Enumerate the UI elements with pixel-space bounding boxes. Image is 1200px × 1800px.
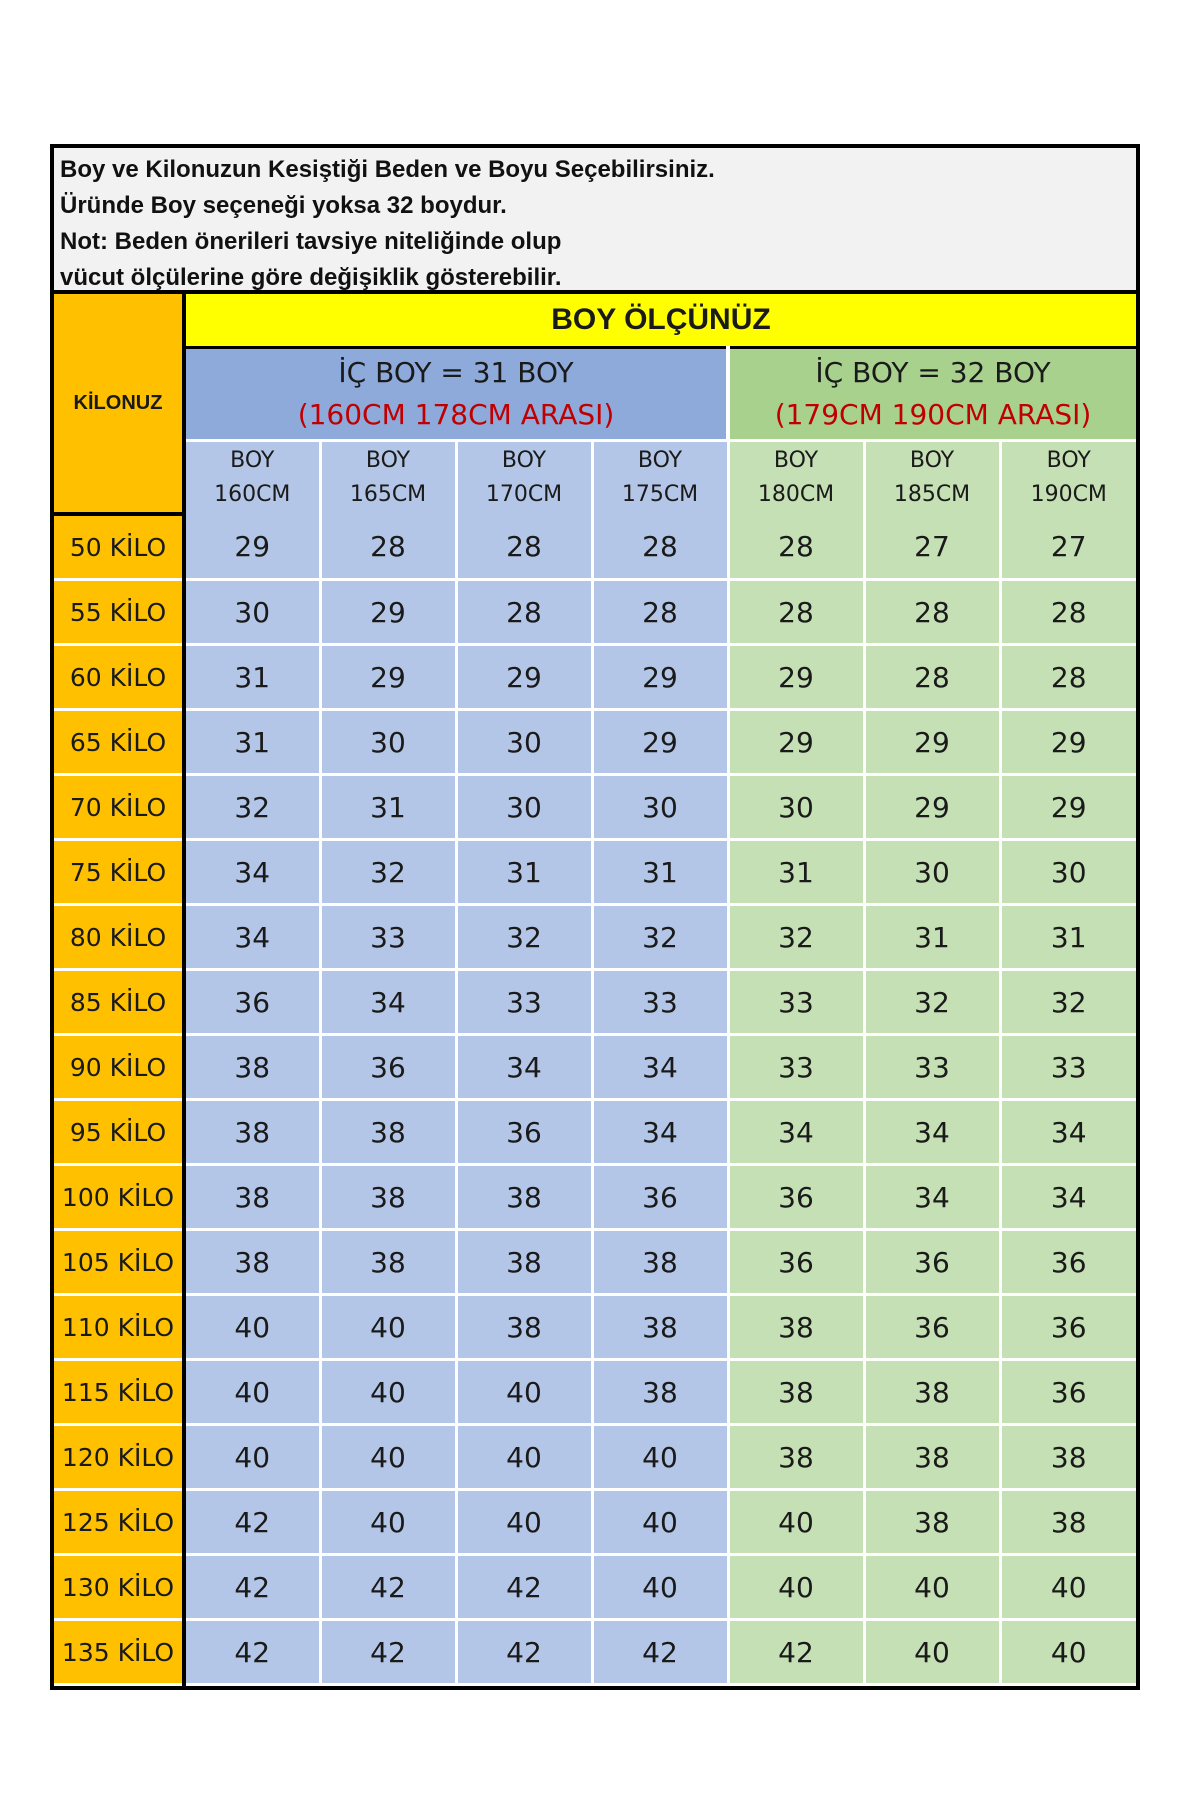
boy-header-row [54, 441, 1136, 515]
size-cell: 42 [456, 1620, 592, 1685]
group-header-31 [184, 348, 728, 441]
table-row [54, 905, 1136, 970]
size-cell: 31 [864, 905, 1000, 970]
size-cell: 30 [456, 710, 592, 775]
size-cell: 38 [320, 1100, 456, 1165]
group-header-32 [728, 348, 1136, 441]
size-cell: 36 [1000, 1295, 1136, 1360]
size-cell: 28 [864, 645, 1000, 710]
group-range: (179CM 190CM ARASI) [774, 398, 1092, 431]
size-cell: 28 [1000, 580, 1136, 645]
size-cell: 34 [592, 1035, 728, 1100]
note-line: Not: Beden önerileri tavsiye niteliğinde olup [60, 228, 562, 255]
note-line: Boy ve Kilonuzun Kesiştiği Beden ve Boyu Seçebilirsiniz. [60, 156, 715, 183]
size-cell: 32 [184, 775, 320, 840]
size-table [54, 294, 1136, 1686]
size-cell: 40 [864, 1555, 1000, 1620]
size-cell: 42 [184, 1555, 320, 1620]
group-title: İÇ BOY = 31 BOY [338, 356, 574, 389]
kilo-cell: 110 KİLO [54, 1295, 184, 1360]
size-cell: 30 [184, 580, 320, 645]
table-row [54, 1360, 1136, 1425]
table-row [54, 1035, 1136, 1100]
size-cell: 29 [592, 710, 728, 775]
size-cell: 29 [728, 710, 864, 775]
size-cell: 34 [1000, 1100, 1136, 1165]
size-cell: 29 [864, 775, 1000, 840]
size-cell: 33 [728, 970, 864, 1035]
size-cell: 38 [728, 1360, 864, 1425]
column-header [320, 441, 456, 515]
size-cell: 40 [456, 1490, 592, 1555]
size-cell: 38 [184, 1230, 320, 1295]
column-header-top: BOY [909, 448, 955, 473]
size-cell: 38 [728, 1425, 864, 1490]
column-header-top: BOY [230, 448, 275, 473]
size-cell: 29 [1000, 710, 1136, 775]
table-row [54, 1620, 1136, 1685]
size-cell: 36 [728, 1165, 864, 1230]
size-cell: 30 [1000, 840, 1136, 905]
column-header [728, 441, 864, 515]
notes-box [54, 148, 1136, 294]
size-cell: 28 [592, 514, 728, 580]
size-cell: 33 [864, 1035, 1000, 1100]
size-cell: 36 [1000, 1230, 1136, 1295]
column-header-height: 170CM [485, 482, 563, 507]
size-cell: 28 [864, 580, 1000, 645]
table-row [54, 1230, 1136, 1295]
size-cell: 38 [456, 1230, 592, 1295]
size-cell: 27 [864, 514, 1000, 580]
size-cell: 42 [184, 1620, 320, 1685]
size-cell: 40 [320, 1490, 456, 1555]
column-header [864, 441, 1000, 515]
table-row [54, 1100, 1136, 1165]
size-cell: 38 [184, 1100, 320, 1165]
size-cell: 36 [864, 1230, 1000, 1295]
size-cell: 38 [184, 1035, 320, 1100]
size-cell: 29 [456, 645, 592, 710]
kilo-cell: 60 KİLO [54, 645, 184, 710]
size-cell: 38 [864, 1425, 1000, 1490]
size-cell: 40 [320, 1295, 456, 1360]
column-header-height: 190CM [1030, 482, 1107, 507]
size-cell: 28 [592, 580, 728, 645]
size-cell: 40 [592, 1425, 728, 1490]
column-header-height: 185CM [893, 482, 971, 507]
kilo-cell: 100 KİLO [54, 1165, 184, 1230]
size-cell: 31 [184, 645, 320, 710]
size-cell: 29 [320, 580, 456, 645]
size-cell: 38 [864, 1490, 1000, 1555]
note-line: vücut ölçülerine göre değişiklik gösterebilir. [60, 264, 562, 291]
column-header [456, 441, 592, 515]
size-cell: 28 [456, 514, 592, 580]
size-cell: 34 [320, 970, 456, 1035]
size-cell: 33 [728, 1035, 864, 1100]
table-row [54, 710, 1136, 775]
size-cell: 31 [592, 840, 728, 905]
column-header-height: 165CM [349, 482, 427, 507]
size-cell: 29 [728, 645, 864, 710]
size-chart [50, 144, 1140, 1690]
column-header-top: BOY [365, 448, 411, 473]
size-cell: 29 [1000, 775, 1136, 840]
size-cell: 29 [320, 645, 456, 710]
size-cell: 40 [1000, 1555, 1136, 1620]
size-cell: 40 [320, 1425, 456, 1490]
size-cell: 40 [592, 1490, 728, 1555]
size-cell: 40 [184, 1360, 320, 1425]
size-cell: 40 [728, 1490, 864, 1555]
kilo-cell: 70 KİLO [54, 775, 184, 840]
kilo-cell: 50 KİLO [54, 514, 184, 580]
size-cell: 33 [592, 970, 728, 1035]
size-cell: 40 [456, 1425, 592, 1490]
size-cell: 40 [184, 1295, 320, 1360]
size-cell: 34 [1000, 1165, 1136, 1230]
size-cell: 33 [1000, 1035, 1136, 1100]
size-cell: 38 [320, 1230, 456, 1295]
size-cell: 38 [592, 1230, 728, 1295]
column-header-height: 180CM [757, 482, 835, 507]
table-row [54, 970, 1136, 1035]
size-cell: 34 [864, 1165, 1000, 1230]
size-cell: 42 [456, 1555, 592, 1620]
table-row [54, 1425, 1136, 1490]
size-cell: 28 [728, 514, 864, 580]
table-row [54, 645, 1136, 710]
column-header-top: BOY [501, 448, 547, 473]
column-header-top: BOY [773, 448, 819, 473]
column-header [592, 441, 728, 515]
size-cell: 31 [728, 840, 864, 905]
kilo-cell: 85 KİLO [54, 970, 184, 1035]
size-cell: 34 [592, 1100, 728, 1165]
table-row [54, 580, 1136, 645]
table-row [54, 1490, 1136, 1555]
size-cell: 29 [184, 514, 320, 580]
size-cell: 32 [864, 970, 1000, 1035]
size-cell: 28 [728, 580, 864, 645]
size-cell: 30 [320, 710, 456, 775]
table-row [54, 514, 1136, 580]
kilo-cell: 130 KİLO [54, 1555, 184, 1620]
size-cell: 42 [320, 1620, 456, 1685]
size-cell: 36 [864, 1295, 1000, 1360]
size-cell: 38 [456, 1295, 592, 1360]
size-cell: 32 [1000, 970, 1136, 1035]
kilo-cell: 135 KİLO [54, 1620, 184, 1685]
size-cell: 42 [592, 1620, 728, 1685]
size-cell: 38 [184, 1165, 320, 1230]
kilo-cell: 65 KİLO [54, 710, 184, 775]
column-header [184, 441, 320, 515]
size-cell: 34 [864, 1100, 1000, 1165]
kilo-cell: 105 KİLO [54, 1230, 184, 1295]
size-cell: 38 [456, 1165, 592, 1230]
size-cell: 42 [728, 1620, 864, 1685]
size-cell: 31 [456, 840, 592, 905]
size-cell: 38 [592, 1360, 728, 1425]
table-row [54, 1555, 1136, 1620]
kilo-cell: 55 KİLO [54, 580, 184, 645]
size-cell: 38 [1000, 1425, 1136, 1490]
kilo-cell: 125 KİLO [54, 1490, 184, 1555]
size-cell: 32 [592, 905, 728, 970]
size-cell: 28 [456, 580, 592, 645]
column-header [1000, 441, 1136, 515]
table-row [54, 1165, 1136, 1230]
size-cell: 34 [456, 1035, 592, 1100]
size-cell: 36 [592, 1165, 728, 1230]
kilo-cell: 120 KİLO [54, 1425, 184, 1490]
size-cell: 34 [184, 905, 320, 970]
size-cell: 28 [320, 514, 456, 580]
size-cell: 40 [456, 1360, 592, 1425]
kilo-cell: 95 KİLO [54, 1100, 184, 1165]
size-cell: 40 [184, 1425, 320, 1490]
size-cell: 34 [184, 840, 320, 905]
size-cell: 34 [728, 1100, 864, 1165]
size-cell: 42 [184, 1490, 320, 1555]
kilo-cell: 80 KİLO [54, 905, 184, 970]
table-body [54, 514, 1136, 1685]
boy-olcunuz-title: BOY ÖLÇÜNÜZ [184, 294, 1136, 348]
size-cell: 32 [728, 905, 864, 970]
size-cell: 36 [728, 1230, 864, 1295]
size-cell: 38 [320, 1165, 456, 1230]
size-cell: 40 [1000, 1620, 1136, 1685]
size-cell: 28 [1000, 645, 1136, 710]
size-cell: 40 [320, 1360, 456, 1425]
size-cell: 40 [864, 1620, 1000, 1685]
note-line: Üründe Boy seçeneği yoksa 32 boydur. [60, 192, 507, 219]
size-cell: 32 [320, 840, 456, 905]
group-range: (160CM 178CM ARASI) [297, 398, 615, 431]
size-cell: 36 [456, 1100, 592, 1165]
size-cell: 40 [592, 1555, 728, 1620]
size-cell: 36 [320, 1035, 456, 1100]
size-cell: 38 [728, 1295, 864, 1360]
size-cell: 33 [456, 970, 592, 1035]
size-cell: 38 [1000, 1490, 1136, 1555]
size-cell: 38 [864, 1360, 1000, 1425]
size-cell: 30 [728, 775, 864, 840]
column-header-height: 175CM [621, 482, 699, 507]
column-header-top: BOY [637, 448, 683, 473]
kilo-cell: 115 KİLO [54, 1360, 184, 1425]
group-title: İÇ BOY = 32 BOY [815, 356, 1051, 389]
size-cell: 38 [592, 1295, 728, 1360]
size-cell: 36 [184, 970, 320, 1035]
kilonuz-header: KİLONUZ [54, 294, 184, 514]
table-row [54, 775, 1136, 840]
size-cell: 33 [320, 905, 456, 970]
size-cell: 30 [592, 775, 728, 840]
column-header-top: BOY [1046, 448, 1091, 473]
kilo-cell: 90 KİLO [54, 1035, 184, 1100]
size-cell: 31 [184, 710, 320, 775]
size-cell: 30 [456, 775, 592, 840]
kilo-cell: 75 KİLO [54, 840, 184, 905]
size-cell: 42 [320, 1555, 456, 1620]
size-cell: 27 [1000, 514, 1136, 580]
size-cell: 29 [864, 710, 1000, 775]
size-cell: 30 [864, 840, 1000, 905]
size-cell: 31 [320, 775, 456, 840]
size-cell: 40 [728, 1555, 864, 1620]
size-cell: 29 [592, 645, 728, 710]
size-cell: 31 [1000, 905, 1136, 970]
size-cell: 32 [456, 905, 592, 970]
table-row [54, 1295, 1136, 1360]
size-cell: 36 [1000, 1360, 1136, 1425]
column-header-height: 160CM [214, 482, 291, 507]
table-row [54, 840, 1136, 905]
